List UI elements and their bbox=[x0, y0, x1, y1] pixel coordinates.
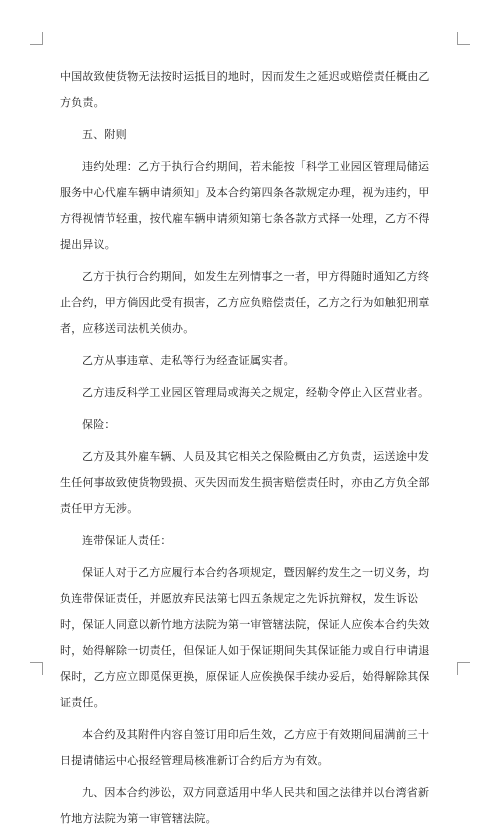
paragraph-effectiveness: 本合约及其附件内容自签订用印后生效，乙方应于有效期间届满前三十日提请储运中心报经管理局核准新订合约后方为有效。 bbox=[60, 728, 430, 767]
paragraph-violation: 乙方违反科学工业园区管理局或海关之规定，经勒令停止入区营业者。 bbox=[82, 386, 430, 399]
section-heading-appendix: 五、附则 bbox=[82, 128, 127, 141]
paragraph-continuation: 中国故致使货物无法按时运抵目的地时，因而发生之延迟或赔偿责任概由乙方负责。 bbox=[60, 70, 430, 109]
crop-mark-top-right bbox=[457, 32, 470, 45]
crop-mark-bottom-right bbox=[457, 662, 470, 675]
document-body bbox=[60, 64, 440, 838]
crop-mark-bottom-left bbox=[30, 662, 43, 675]
paragraph-guarantor: 保证人对于乙方应履行本合约各项规定，暨因解约发生之一切义务，均负连带保证责任，并愿放弃民法第七四五条规定之先诉抗辩权，发生诉讼时，保证人同意以新竹地方法院为第一审管辖法院，保证人应俟本合约失效时，始得解除一切责任，但保证人如于保证期间失其保证能力或自行申请退保时，乙方应立即觅保更换，原保证人应俟换保手续办妥后，始得解除其保证责任。 bbox=[60, 566, 430, 709]
crop-mark-top-left bbox=[30, 32, 43, 45]
paragraph-smuggling: 乙方从事违章、走私等行为经查证属实者。 bbox=[82, 354, 295, 367]
paragraph-jurisdiction: 九、因本合约涉讼，双方同意适用中华人民共和国之法律并以台湾省新竹地方法院为第一审管辖法院。 bbox=[60, 786, 430, 825]
subheading-insurance: 保险： bbox=[82, 418, 116, 431]
paragraph-insurance: 乙方及其外雇车辆、人员及其它相关之保险概由乙方负责，运送途中发生任何事故致使货物毁损、灭失因而发生损害赔偿责任时，亦由乙方负全部责任甲方无涉。 bbox=[60, 450, 430, 515]
paragraph-termination: 乙方于执行合约期间，如发生左列情事之一者，甲方得随时通知乙方终止合约，甲方倘因此受有损害，乙方应负赔偿责任，乙方之行为如触犯刑章者，应移送司法机关侦办。 bbox=[60, 270, 430, 335]
paragraph-breach-handling: 违约处理：乙方于执行合约期间，若未能按「科学工业园区管理局储运服务中心代雇车辆申请须知」及本合约第四条各款规定办理，视为违约，甲方得视情节轻重，按代雇车辆申请须知第七条各款方式择一处理，乙方不得提出异议。 bbox=[60, 160, 430, 251]
subheading-guarantor: 连带保证人责任： bbox=[82, 534, 172, 547]
